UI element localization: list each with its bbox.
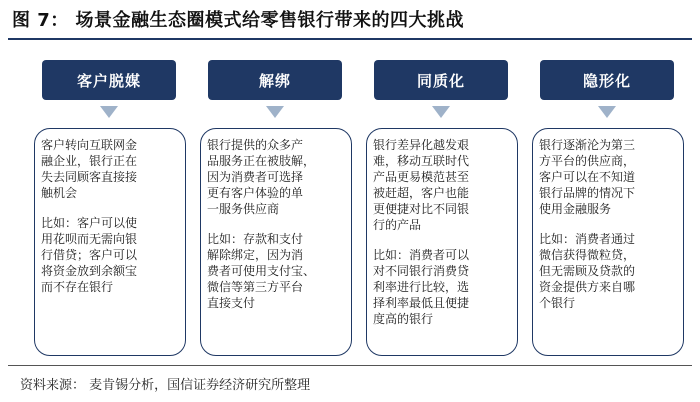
source-note: 资料来源： 麦肯锡分析，国信证券经济研究所整理 [20, 378, 311, 393]
card-description: 客户转向互联网金 融企业，银行正在 失去同顾客直接接 触机会 [41, 138, 138, 200]
card-invisibility [532, 128, 684, 356]
card-description: 银行逐渐沦为第三 方平台的供应商， 客户可以在不知道 银行品牌的情况下 使用金融服务 [539, 138, 636, 216]
down-arrow-icon [100, 106, 118, 118]
card-example: 比如：消费者可以 对不同银行消费贷 利率进行比较，选 择利率最低且便捷 度高的银行 [373, 248, 470, 326]
card-example: 比如：消费者通过 微信获得微粒贷， 但无需顾及贷款的 资金提供方来自哪 个银行 [539, 232, 636, 310]
title-divider [8, 38, 692, 40]
down-arrow-icon [432, 106, 450, 118]
card-description: 银行提供的众多产 品服务正在被肢解， 因为消费者可选择 更有客户体验的单 一服务供应商 [207, 138, 316, 216]
card-customer-disintermediation [34, 128, 186, 356]
source-divider [8, 365, 692, 366]
down-arrow-icon [598, 106, 616, 118]
card-homogenization [366, 128, 518, 356]
header-homogenization: 同质化 [374, 60, 508, 100]
header-customer-disintermediation: 客户脱媒 [42, 60, 176, 100]
figure-title: 图 7： 场景金融生态圈模式给零售银行带来的四大挑战 [12, 10, 465, 31]
card-example: 比如：客户可以使 用花呗而无需向银 行借贷；客户可以 将资金放到余额宝 而不存在银行 [41, 216, 138, 294]
card-example: 比如：存款和支付 解除绑定，因为消 费者可使用支付宝、 微信等第三方平台 直接支付 [207, 232, 316, 310]
header-unbundling: 解绑 [208, 60, 342, 100]
header-invisibility: 隐形化 [540, 60, 674, 100]
card-unbundling [200, 128, 352, 356]
down-arrow-icon [266, 106, 284, 118]
card-description: 银行差异化越发艰 难，移动互联时代 产品更易模范甚至 被赶超，客户也能 更便捷对比不同银 行的产品 [373, 138, 470, 232]
